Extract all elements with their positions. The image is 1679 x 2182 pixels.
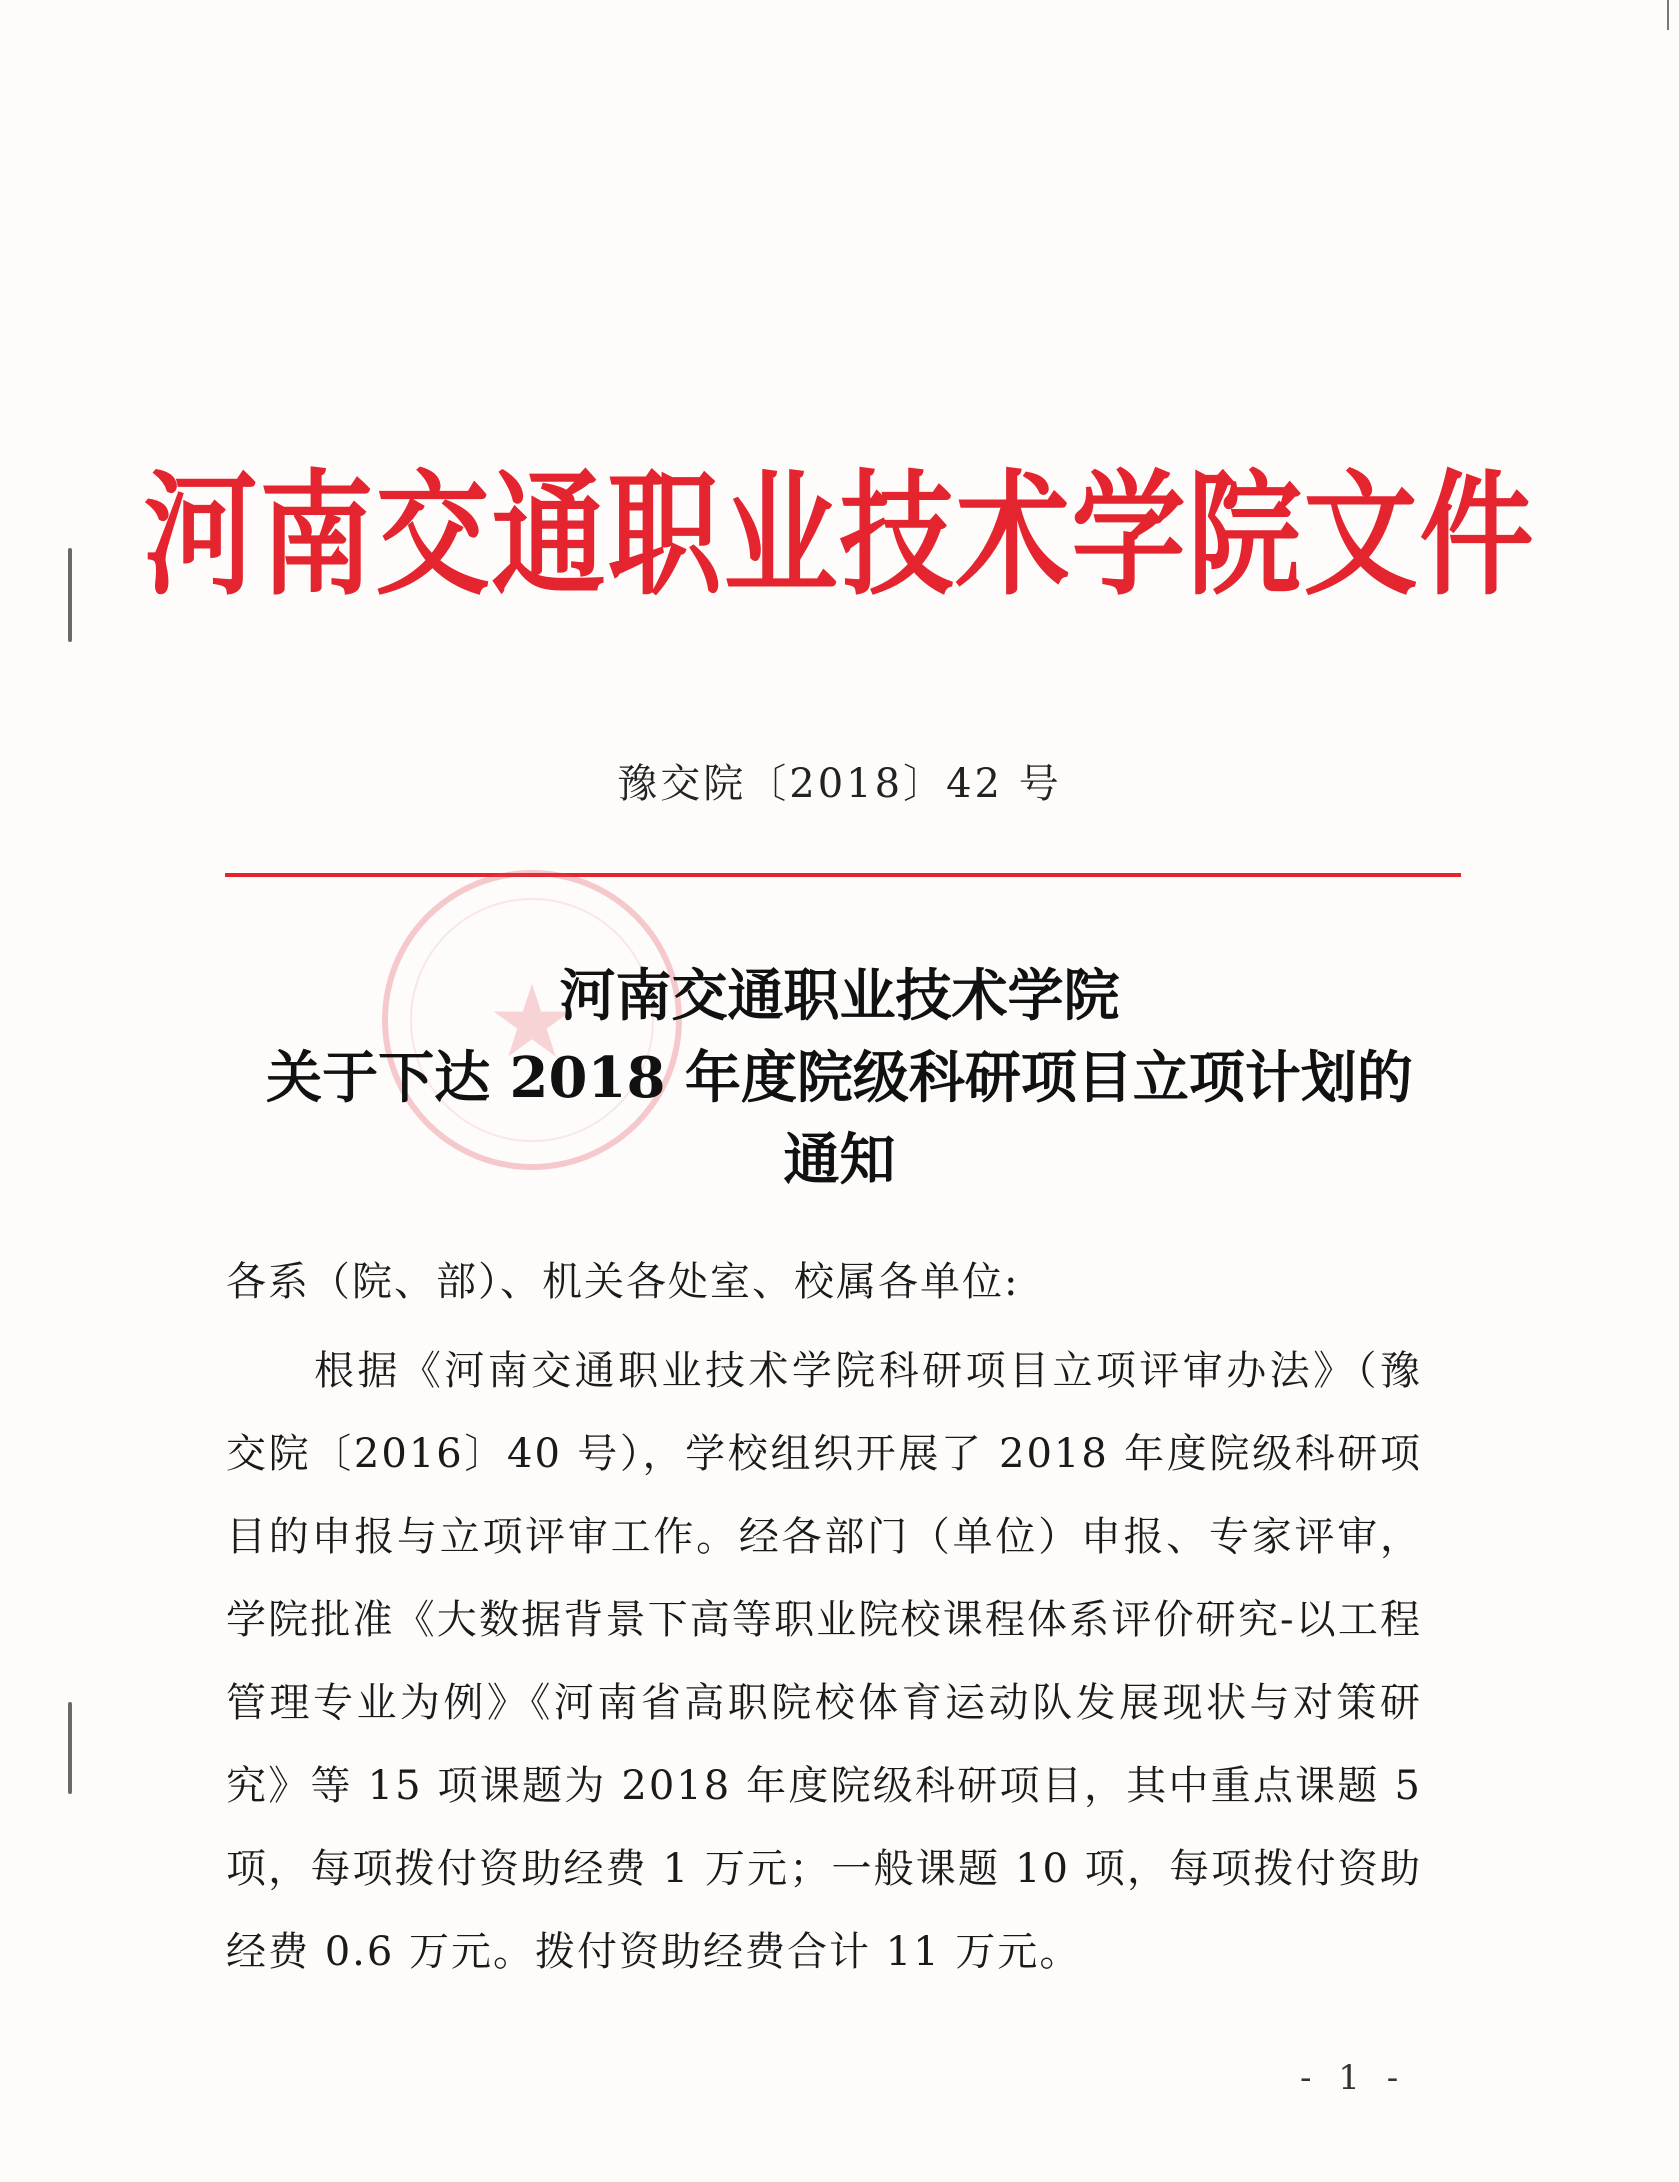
document-title — [0, 955, 1679, 1201]
document-number: 豫交院〔2018〕42 号 — [617, 761, 1062, 807]
scan-edge-mark — [1667, 0, 1669, 30]
page-number: - 1 - — [1300, 2058, 1407, 2098]
red-divider-line — [225, 873, 1461, 877]
document-masthead: 河南交通职业技术学院文件 — [143, 455, 1536, 614]
body-paragraph: 根据《河南交通职业技术学院科研项目立项评审办法》（豫交院〔2016〕40 号），学校组织开展了 2018 年度院级科研项目的申报与立项评审工作。经各部门（单位）申报、专家评审，学院批准《大数据背景下高等职业院校课程体系评价研究-以工程管理专业为例》《河南省高职院校体育运动队发展现状与对策研究》等 15 项课题为 2018 年度院级科研项目，其中重点课题 5 项，每项拨付资助经费 1 万元；一般课题 10 项，每项拨付资助经费 0.6 万元。拨付资助经费合计 11 万元。 — [226, 1348, 1422, 1975]
title-line-3: 通知 — [783, 1127, 896, 1193]
salutation: 各系（院、部）、机关各处室、校属各单位: — [226, 1259, 1020, 1305]
binding-mark-bottom — [68, 1702, 72, 1794]
title-line-1: 河南交通职业技术学院 — [559, 963, 1120, 1029]
seal-star-icon: ★ — [487, 963, 577, 1080]
title-line-2: 关于下达 2018 年度院级科研项目立项计划的 — [266, 1045, 1413, 1111]
